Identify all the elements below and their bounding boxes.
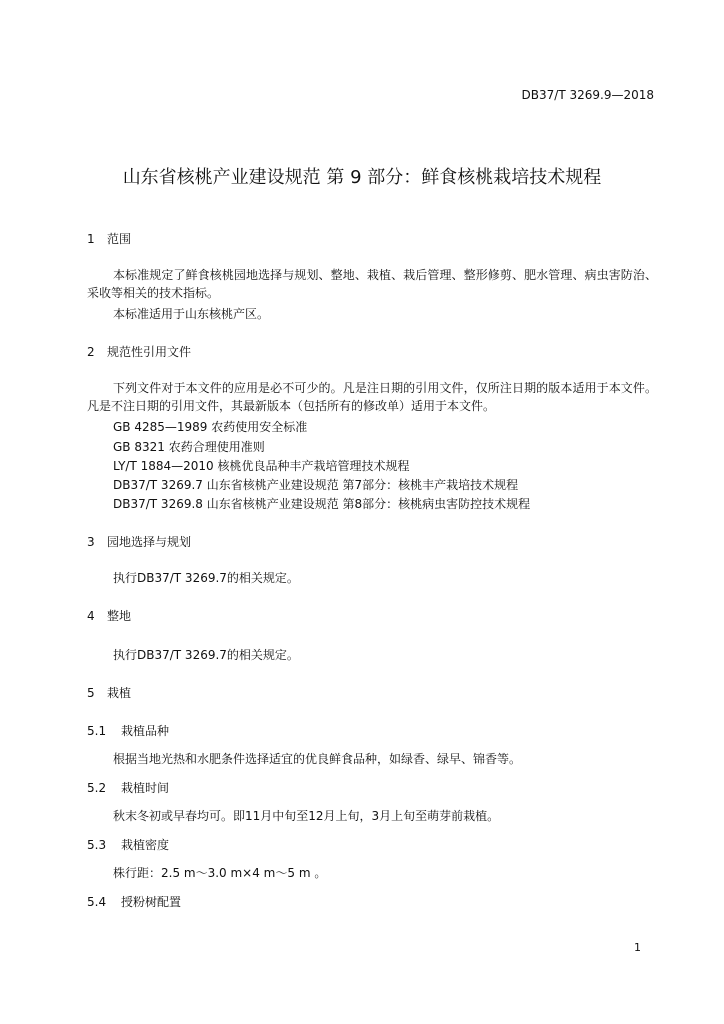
reference-item: DB37/T 3269.7 山东省核桃产业建设规范 第7部分：核桃丰产栽培技术规程: [113, 478, 519, 492]
section-2-heading: [87, 343, 191, 361]
section-1-paragraph-1: 本标准规定了鲜食核桃园地选择与规划、整地、栽植、栽后管理、整形修剪、肥水管理、病虫害防治、采收等相关的技术指标。: [87, 268, 657, 300]
section-title: 园地选择与规划: [107, 535, 192, 549]
section-5-2-heading: [87, 779, 169, 797]
document-title: 山东省核桃产业建设规范 第 9 部分：鲜食核桃栽培技术规程: [122, 167, 602, 188]
subsection-title: 授粉树配置: [121, 895, 182, 909]
section-number: 3: [87, 535, 95, 549]
section-number: 4: [87, 609, 95, 623]
section-5-4-heading: [87, 893, 181, 911]
reference-item: GB 4285—1989 农药使用安全标准: [113, 420, 308, 434]
section-5-3-text: 株行距：2.5 m～3.0 m×4 m～5 m 。: [113, 866, 327, 880]
section-number: 1: [87, 232, 95, 246]
section-5-1-text: 根据当地光热和水肥条件选择适宜的优良鲜食品种，如绿香、绿早、锦香等。: [113, 752, 522, 766]
section-number: 5: [87, 686, 95, 700]
section-title: 整地: [107, 609, 132, 623]
section-5-3-heading: [87, 836, 169, 854]
section-title: 栽植: [107, 686, 132, 700]
page-number: 1: [634, 941, 641, 954]
section-4-heading: [87, 607, 131, 625]
section-title: 范围: [107, 232, 132, 246]
reference-item: LY/T 1884—2010 核桃优良品种丰产栽培管理技术规程: [113, 459, 410, 473]
subsection-number: 5.2: [87, 781, 107, 795]
section-5-2-text: 秋末冬初或早春均可。即11月中旬至12月上旬，3月上旬至萌芽前栽植。: [113, 809, 500, 823]
section-number: 2: [87, 345, 95, 359]
section-3-text: 执行DB37/T 3269.7的相关规定。: [113, 571, 299, 585]
section-1-heading: [87, 230, 131, 248]
standard-number: DB37/T 3269.9—2018: [521, 88, 654, 102]
section-1-paragraph-2: 本标准适用于山东核桃产区。: [113, 307, 270, 321]
section-title: 规范性引用文件: [107, 345, 192, 359]
subsection-title: 栽植品种: [121, 724, 170, 738]
subsection-number: 5.4: [87, 895, 107, 909]
subsection-title: 栽植密度: [121, 838, 170, 852]
section-5-heading: [87, 684, 131, 702]
section-2-paragraph-1: 下列文件对于本文件的应用是必不可少的。凡是注日期的引用文件，仅所注日期的版本适用于本文件。凡是不注日期的引用文件，其最新版本（包括所有的修改单）适用于本文件。: [87, 381, 657, 413]
reference-item: GB 8321 农药合理使用准则: [113, 440, 265, 454]
subsection-number: 5.1: [87, 724, 107, 738]
section-3-heading: [87, 533, 191, 551]
section-5-1-heading: [87, 722, 169, 740]
subsection-title: 栽植时间: [121, 781, 170, 795]
reference-item: DB37/T 3269.8 山东省核桃产业建设规范 第8部分：核桃病虫害防控技术规程: [113, 497, 531, 511]
section-4-text: 执行DB37/T 3269.7的相关规定。: [113, 648, 299, 662]
subsection-number: 5.3: [87, 838, 107, 852]
